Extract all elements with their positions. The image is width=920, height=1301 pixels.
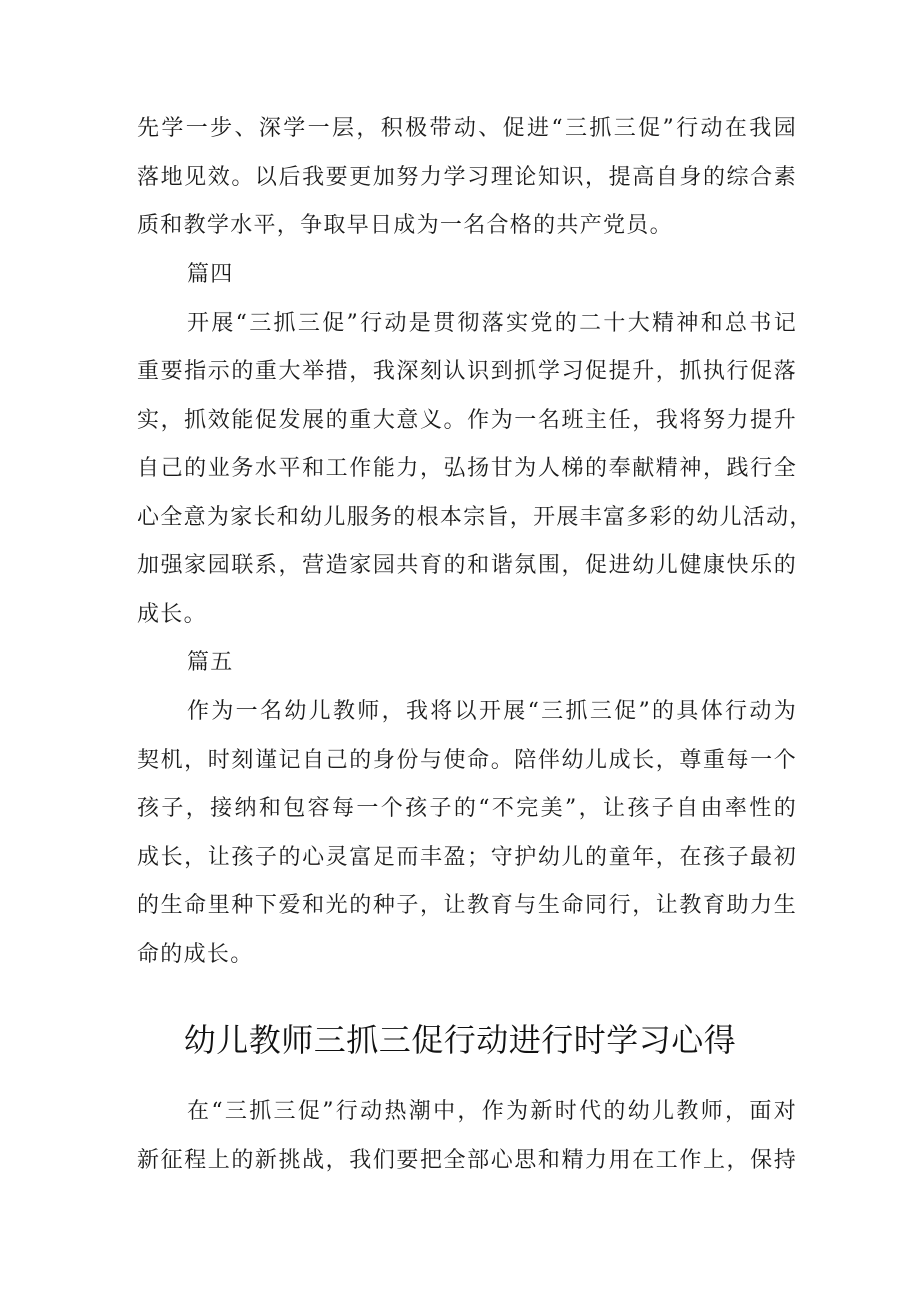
paragraph-line: 落地见效。以后我要更加努力学习理论知识，提高自身的综合素 <box>137 165 797 190</box>
paragraph-line: 在“三抓三促”行动热潮中，作为新时代的幼儿教师，面对 <box>187 1099 797 1124</box>
paragraph-line: 成长，让孩子的心灵富足而丰盈；守护幼儿的童年，在孩子最初 <box>137 845 797 870</box>
paragraph-line: 开展“三抓三促”行动是贯彻落实党的二十大精神和总书记 <box>187 311 797 336</box>
paragraph-line: 加强家园联系，营造家园共育的和谐氛围，促进幼儿健康快乐的 <box>137 553 797 578</box>
paragraph-line: 作为一名幼儿教师，我将以开展“三抓三促”的具体行动为 <box>187 699 797 724</box>
paragraph-line: 新征程上的新挑战，我们要把全部心思和精力用在工作上，保持 <box>137 1148 797 1173</box>
section-label-5: 篇五 <box>187 650 234 675</box>
paragraph-line: 命的成长。 <box>137 942 254 967</box>
paragraph-line: 实，抓效能促发展的重大意义。作为一名班主任，我将努力提升 <box>137 408 797 433</box>
paragraph-line: 重要指示的重大举措，我深刻认识到抓学习促提升，抓执行促落 <box>137 359 797 384</box>
paragraph-line: 孩子，接纳和包容每一个孩子的“不完美”，让孩子自由率性的 <box>137 796 797 821</box>
section-label-4: 篇四 <box>187 262 234 287</box>
paragraph-line: 质和教学水平，争取早日成为一名合格的共产党员。 <box>137 213 673 238</box>
paragraph-line: 的生命里种下爱和光的种子，让教育与生命同行，让教育助力生 <box>137 893 797 918</box>
paragraph-line: 心全意为家长和幼儿服务的根本宗旨，开展丰富多彩的幼儿活动， <box>137 505 813 530</box>
paragraph-line: 成长。 <box>137 602 207 627</box>
article-title: 幼儿教师三抓三促行动进行时学习心得 <box>183 1021 737 1059</box>
paragraph-line: 契机，时刻谨记自己的身份与使命。陪伴幼儿成长，尊重每一个 <box>137 748 797 773</box>
paragraph-line: 先学一步、深学一层，积极带动、促进“三抓三促”行动在我园 <box>137 116 797 141</box>
paragraph-line: 自己的业务水平和工作能力，弘扬甘为人梯的奉献精神，践行全 <box>137 456 797 481</box>
